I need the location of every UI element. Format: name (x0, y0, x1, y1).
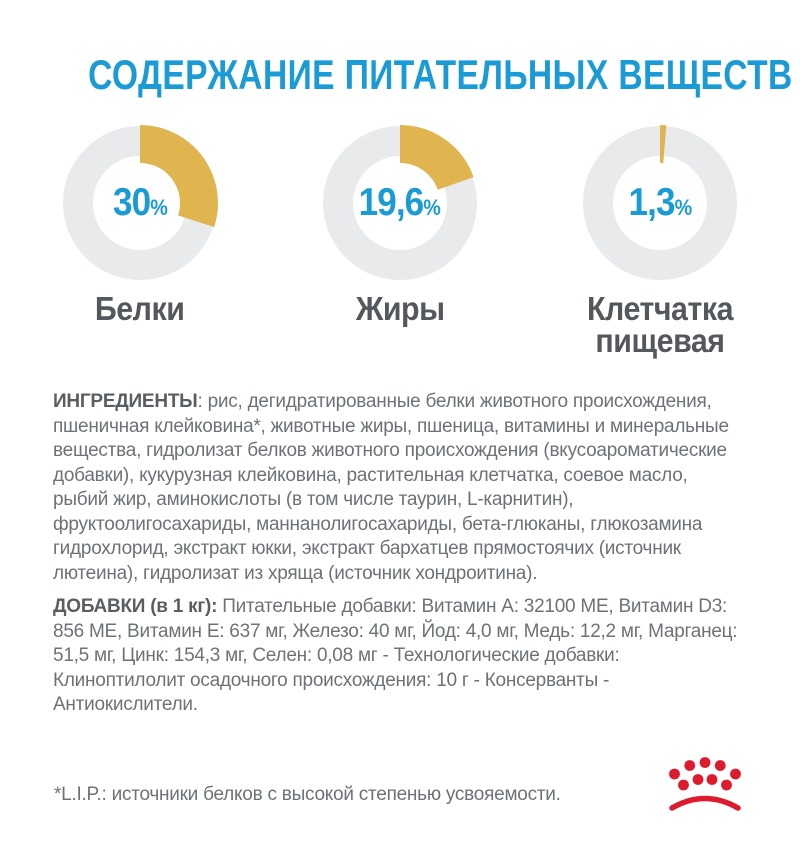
donut-fat-value (320, 123, 480, 283)
nutrient-donut-charts (0, 123, 800, 357)
fat-percent-sign: % (423, 195, 442, 220)
donut-fiber (580, 123, 740, 283)
protein-label: Белки (95, 290, 185, 327)
protein-percent-sign: % (149, 195, 168, 220)
page-title (0, 53, 800, 97)
donut-chart-fiber (530, 123, 790, 357)
donut-protein (60, 123, 220, 283)
protein-percent-number: 30 (112, 181, 150, 224)
royal-canin-crown-logo (663, 744, 747, 816)
fat-percent-number: 19,6 (358, 181, 424, 224)
donut-chart-fat (270, 123, 530, 357)
crown-dots (669, 757, 741, 790)
ingredients-heading: ИНГРЕДИЕНТЫ (53, 391, 198, 412)
nutrition-info-page (0, 53, 800, 853)
ingredients-paragraph (53, 390, 747, 586)
fiber-label: Клетчатка пищевая (586, 290, 734, 359)
page-title-text: СОДЕРЖАНИЕ ПИТАТЕЛЬНЫХ ВЕЩЕСТВ (88, 51, 793, 98)
donut-protein-value (60, 123, 220, 283)
additives-heading: ДОБАВКИ (в 1 кг): (53, 596, 218, 617)
additives-text: Питательные добавки: Витамин A: 32100 МЕ, Витамин D3: 856 МЕ, Витамин E: 637 мг, Железо: 40 мг, Йод: 4,0 мг, Медь: 12,2 мг, Марганец: 51,5 мг, Цинк: 154,3 мг, Селен: 0,08 мг - Технологические добавки: Клиноптилолит осадочного происхождения: 10 г - Консерванты - Антиокислители. (53, 596, 738, 715)
additives-paragraph (53, 595, 747, 718)
fiber-percent-number: 1,3 (628, 181, 675, 224)
donut-fiber-value (580, 123, 740, 283)
fiber-percent-sign: % (674, 195, 692, 220)
donut-fat (320, 123, 480, 283)
lip-footnote: *L.I.P.: источники белков с высокой степенью усвояемости. (54, 784, 561, 805)
ingredients-text: : рис, дегидратированные белки животного происхождения, пшеничная клейковина*, животные жиры, пшеница, витамины и минеральные вещества, гидролизат белков животного происхождения (вкусоароматические добавки), кукурузная клейковина, растительная клетчатка, соевое масло, рыбий жир, аминокислоты (в том числе таурин, L-карнитин), фруктоолигосахариды, маннанолигосахариды, бета-глюканы, глюкозамина гидрохлорид, экстракт юкки, экстракт бархатцев прямостоячих (источник лютеина), гидролизат из хряща (источник хондроитина). (53, 391, 729, 584)
donut-chart-protein (10, 123, 270, 357)
fat-label: Жиры (355, 290, 445, 327)
